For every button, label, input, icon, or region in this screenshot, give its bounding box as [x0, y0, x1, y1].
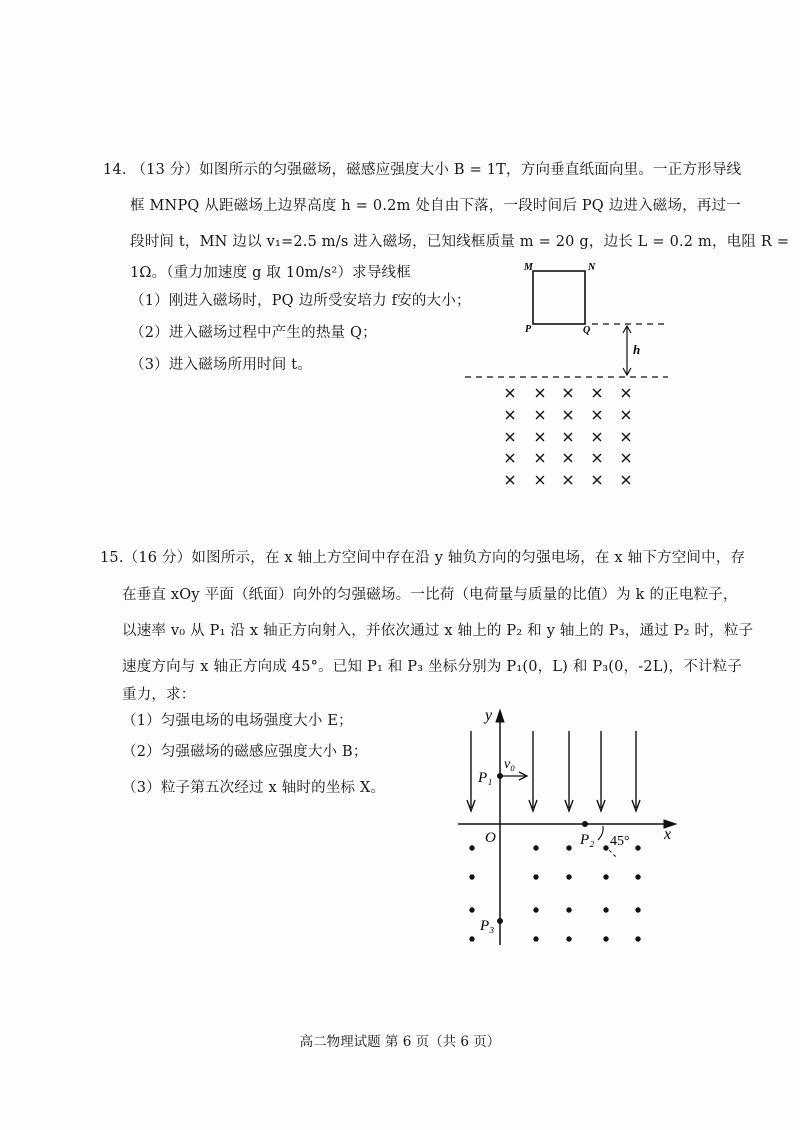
q15-line: 以速率 v₀ 从 P₁ 沿 x 轴正方向射入，并依次通过 x 轴上的 P₂ 和 y 轴上的 P₃，通过 P₂ 时，粒子 [122, 623, 754, 639]
electric-field-arrows [467, 731, 640, 811]
point-P2 [583, 822, 588, 827]
q14-sub-3: （3）进入磁场所用时间 t。 [130, 357, 312, 373]
q14-sub-2: （2）进入磁场过程中产生的热量 Q； [130, 325, 377, 341]
q14-line: 1Ω。（重力加速度 g 取 10m/s²）求导线框 [130, 265, 411, 281]
field-dot [567, 846, 571, 850]
page-footer: 高二物理试题 第 6 页（共 6 页） [299, 1034, 501, 1050]
field-dot [604, 937, 608, 941]
label-v0: v₀ [504, 757, 516, 772]
label-M: M [524, 262, 533, 273]
label-angle: 45° [610, 834, 630, 849]
square-wire-frame [533, 271, 585, 324]
field-dot [636, 908, 640, 912]
cross-symbol [564, 389, 572, 397]
magnetic-field-into-page [506, 389, 630, 484]
q15-sub-1: （1）匀强电场的电场强度大小 E； [122, 713, 353, 729]
cross-symbol [536, 454, 544, 462]
field-dot [567, 875, 571, 879]
label-N: N [588, 262, 596, 273]
y-axis-arrow [496, 710, 504, 722]
angle-arc [598, 826, 603, 840]
cross-symbol [593, 433, 601, 441]
q15-line: 速度方向与 x 轴正方向成 45°。已知 P₁ 和 P₃ 坐标分别为 P₁(0，L) 和 P₃(0，-2L)，不计粒子 [122, 659, 743, 675]
field-dot [604, 875, 608, 879]
label-P1: P₁ [478, 770, 493, 786]
label-O: O [485, 830, 496, 846]
q14-line: 框 MNPQ 从距磁场上边界高度 h = 0.2m 处自由下落，一段时间后 PQ 边进入磁场，再过一 [130, 198, 741, 214]
label-Q: Q [583, 325, 591, 336]
cross-symbol [536, 433, 544, 441]
cross-symbol [593, 476, 601, 484]
cross-symbol [622, 389, 630, 397]
cross-symbol [622, 411, 630, 419]
q15-line: 在垂直 xOy 平面（纸面）向外的匀强磁场。一比荷（电荷量与质量的比值）为 k 的正电粒子， [122, 587, 738, 603]
point-P3 [498, 919, 503, 924]
cross-symbol [506, 454, 514, 462]
cross-symbol [536, 389, 544, 397]
cross-symbol [593, 411, 601, 419]
cross-symbol [506, 389, 514, 397]
label-y: y [485, 707, 493, 724]
cross-symbol [506, 411, 514, 419]
cross-symbol [622, 433, 630, 441]
field-dot [534, 937, 538, 941]
q15-sub-3: （3）粒子第五次经过 x 轴时的坐标 X。 [122, 780, 386, 796]
q15-line: 15.（16 分）如图所示，在 x 轴上方空间中存在沿 y 轴负方向的匀强电场，在 x 轴下方空间中，存 [100, 550, 746, 566]
field-dot [567, 937, 571, 941]
cross-symbol [564, 476, 572, 484]
cross-symbol [593, 454, 601, 462]
field-dot [534, 846, 538, 850]
cross-symbol [564, 433, 572, 441]
cross-symbol [536, 411, 544, 419]
magnetic-field-out-of-page [470, 846, 640, 941]
q14-line: 14. （13 分）如图所示的匀强磁场，磁感应强度大小 B = 1T，方向垂直纸面向里。一正方形导线 [103, 162, 742, 178]
cross-symbol [564, 454, 572, 462]
cross-symbol [593, 389, 601, 397]
field-dot [604, 908, 608, 912]
field-dot [470, 937, 474, 941]
cross-symbol [622, 454, 630, 462]
label-P3: P₃ [480, 918, 495, 934]
label-P2: P₂ [580, 832, 595, 848]
field-dot [636, 875, 640, 879]
q15-figure [458, 710, 676, 945]
cross-symbol [622, 476, 630, 484]
label-P: P [525, 324, 532, 335]
field-dot [470, 846, 474, 850]
label-h: h [633, 342, 641, 357]
field-dot [534, 908, 538, 912]
field-dot [567, 908, 571, 912]
field-dot [470, 908, 474, 912]
field-dot [534, 875, 538, 879]
cross-symbol [506, 476, 514, 484]
q14-figure [465, 271, 668, 484]
q14-sub-1: （1）刚进入磁场时，PQ 边所受安培力 f安的大小； [130, 293, 471, 309]
q15-line: 重力，求： [122, 687, 196, 703]
field-dot [636, 846, 640, 850]
q15-sub-2: （2）匀强磁场的磁感应强度大小 B； [122, 744, 368, 760]
field-dot [470, 875, 474, 879]
label-x: x [664, 826, 672, 843]
cross-symbol [506, 433, 514, 441]
cross-symbol [536, 476, 544, 484]
field-dot [636, 937, 640, 941]
q14-line: 段时间 t，MN 边以 v₁=2.5 m/s 进入磁场，已知线框质量 m = 20 g，边长 L = 0.2 m，电阻 R = [130, 234, 790, 250]
cross-symbol [564, 411, 572, 419]
